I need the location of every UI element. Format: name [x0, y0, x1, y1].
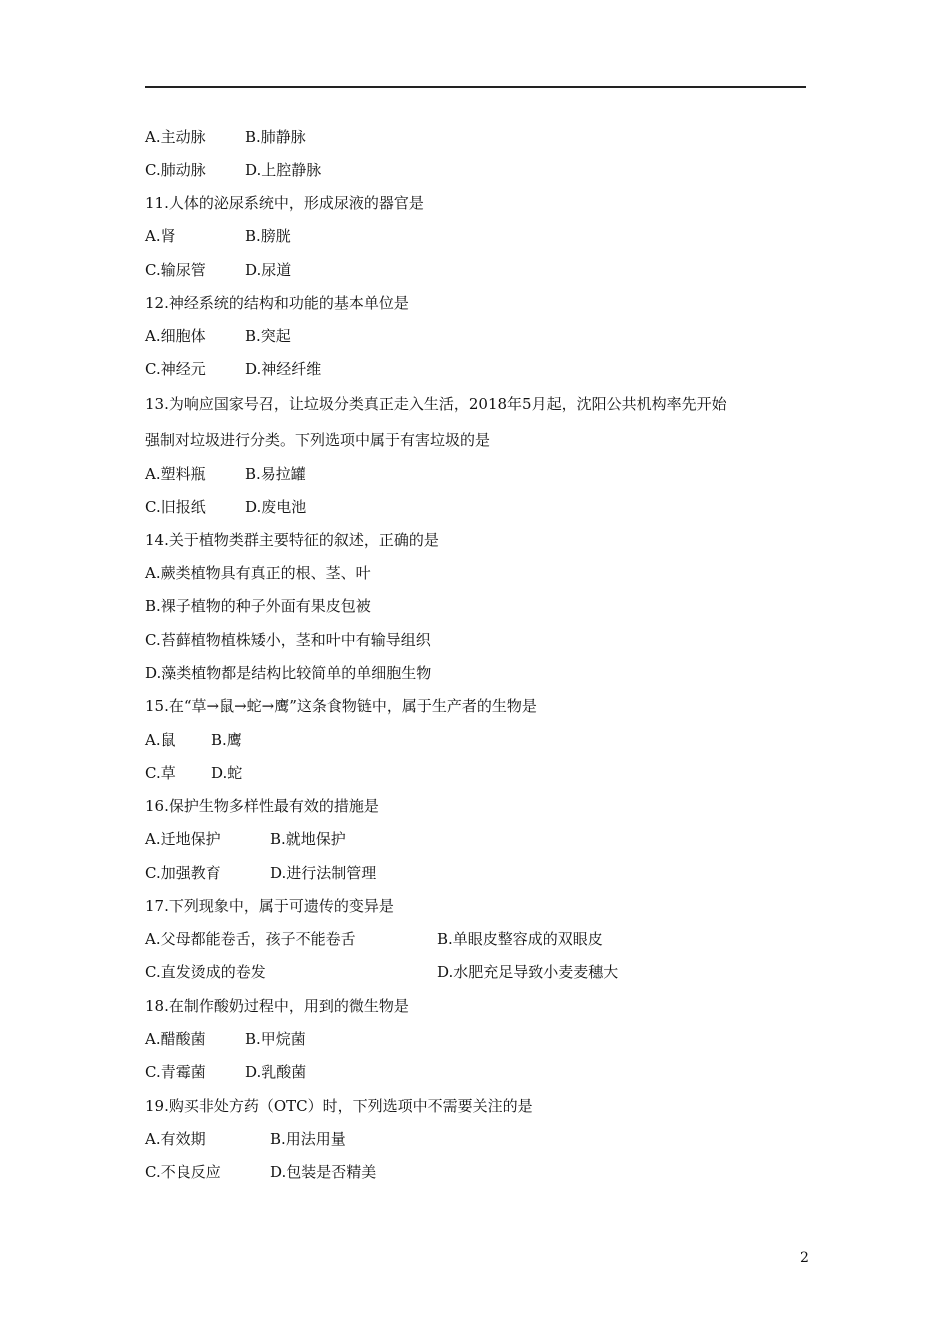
q17-option-a: A.父母都能卷舌，孩子不能卷舌 — [145, 930, 356, 948]
q13-option-b: B.易拉罐 — [245, 465, 306, 483]
q16-stem: 16.保护生物多样性最有效的措施是 — [145, 797, 379, 815]
q16-option-b: B.就地保护 — [270, 830, 346, 848]
q11-option-c: C.输尿管 — [145, 261, 206, 279]
q15-option-b: B.鹰 — [211, 731, 242, 749]
q10-option-b: B.肺静脉 — [245, 128, 306, 146]
q13-stem-line1: 13.为响应国家号召，让垃圾分类真正走入生活，2018年5月起，沈阳公共机构率先开始 — [145, 395, 727, 413]
q18-option-c: C.青霉菌 — [145, 1063, 206, 1081]
q11-option-b: B.膀胱 — [245, 227, 291, 245]
q12-stem: 12.神经系统的结构和功能的基本单位是 — [145, 294, 409, 312]
q15-stem: 15.在“草→鼠→蛇→鹰”这条食物链中，属于生产者的生物是 — [145, 697, 537, 715]
q18-option-d: D.乳酸菌 — [245, 1063, 307, 1081]
q11-option-a: A.肾 — [145, 227, 176, 245]
q14-option-b: B.裸子植物的种子外面有果皮包被 — [145, 597, 371, 615]
page-number: 2 — [800, 1250, 809, 1266]
q14-option-a: A.蕨类植物具有真正的根、茎、叶 — [145, 564, 371, 582]
q14-option-d: D.藻类植物都是结构比较简单的单细胞生物 — [145, 664, 432, 682]
q10-option-c: C.肺动脉 — [145, 161, 206, 179]
q11-stem: 11.人体的泌尿系统中，形成尿液的器官是 — [145, 194, 424, 212]
q12-option-b: B.突起 — [245, 327, 291, 345]
q16-option-a: A.迁地保护 — [145, 830, 221, 848]
q10-option-a: A.主动脉 — [145, 128, 206, 146]
q16-option-d: D.进行法制管理 — [270, 864, 377, 882]
q12-option-d: D.神经纤维 — [245, 360, 322, 378]
q10-option-d: D.上腔静脉 — [245, 161, 322, 179]
q12-option-a: A.细胞体 — [145, 327, 206, 345]
q15-option-c: C.草 — [145, 764, 176, 782]
q18-option-a: A.醋酸菌 — [145, 1030, 206, 1048]
q14-option-c: C.苔藓植物植株矮小，茎和叶中有输导组织 — [145, 631, 431, 649]
q11-option-d: D.尿道 — [245, 261, 292, 279]
q18-stem: 18.在制作酸奶过程中，用到的微生物是 — [145, 997, 409, 1015]
q17-stem: 17.下列现象中，属于可遗传的变异是 — [145, 897, 394, 915]
q15-option-a: A.鼠 — [145, 731, 176, 749]
q13-option-c: C.旧报纸 — [145, 498, 206, 516]
q19-option-b: B.用法用量 — [270, 1130, 346, 1148]
q19-option-c: C.不良反应 — [145, 1163, 221, 1181]
q17-option-c: C.直发烫成的卷发 — [145, 963, 266, 981]
q17-option-b: B.单眼皮整容成的双眼皮 — [437, 930, 603, 948]
q14-stem: 14.关于植物类群主要特征的叙述，正确的是 — [145, 531, 439, 549]
q19-stem: 19.购买非处方药（OTC）时，下列选项中不需要关注的是 — [145, 1097, 533, 1115]
q15-option-d: D.蛇 — [211, 764, 243, 782]
q19-option-d: D.包装是否精美 — [270, 1163, 377, 1181]
q18-option-b: B.甲烷菌 — [245, 1030, 306, 1048]
q13-option-d: D.废电池 — [245, 498, 307, 516]
q13-option-a: A.塑料瓶 — [145, 465, 206, 483]
q17-option-d: D.水肥充足导致小麦麦穗大 — [437, 963, 619, 981]
q13-stem-line2: 强制对垃圾进行分类。下列选项中属于有害垃圾的是 — [145, 431, 491, 449]
q16-option-c: C.加强教育 — [145, 864, 221, 882]
q12-option-c: C.神经元 — [145, 360, 206, 378]
q19-option-a: A.有效期 — [145, 1130, 206, 1148]
header-rule — [145, 86, 806, 88]
